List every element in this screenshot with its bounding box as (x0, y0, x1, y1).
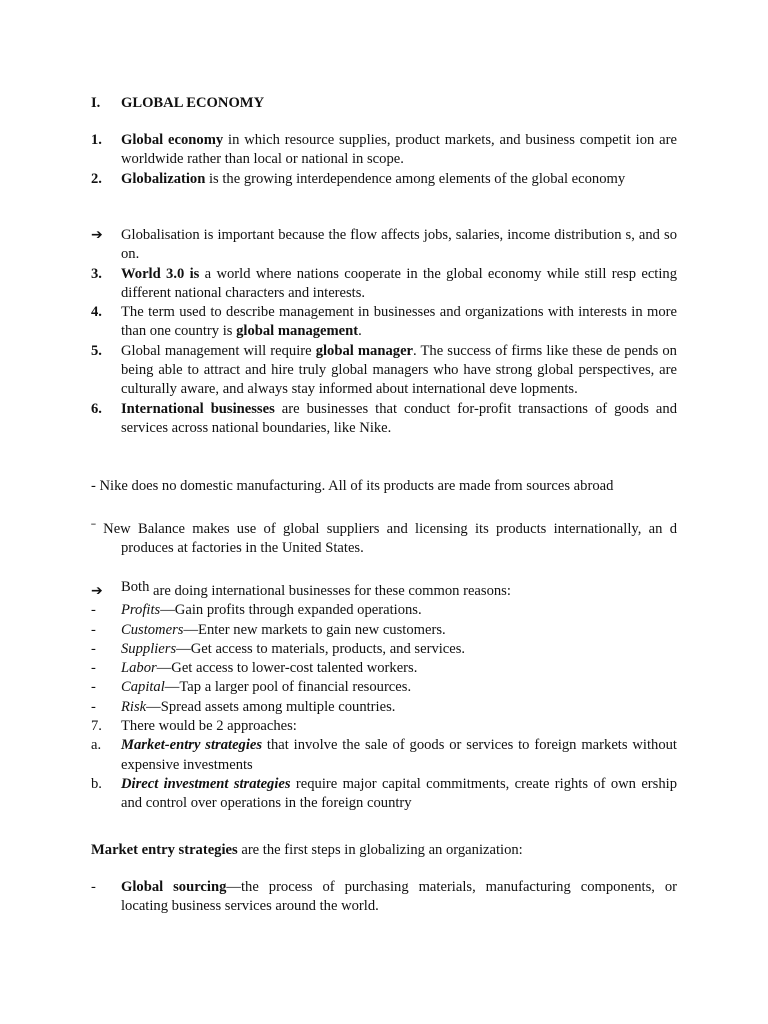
reason-text: —Get access to materials, products, and services. (176, 640, 466, 657)
list-item (91, 131, 677, 170)
heading-text: GLOBAL ECONOMY (121, 95, 265, 111)
section-heading (91, 94, 264, 112)
item-number: 7. (91, 718, 102, 735)
term: World 3.0 is (121, 265, 200, 282)
dash-marker: - (91, 879, 96, 895)
approach-item (91, 736, 677, 775)
item-number: 3. (91, 265, 102, 282)
numbered-list-continued (91, 226, 677, 438)
new-balance-text: New Balance makes use of global suppliers and licensing its products internationally, an d produces at factories in the United States. (103, 521, 677, 557)
dash-marker: - (91, 660, 96, 677)
reason-label: Customers (121, 621, 184, 638)
sourcing-item (91, 878, 677, 917)
arrow-icon: ➔ (91, 583, 103, 599)
approach-letter: a. (91, 737, 102, 754)
item-number: 1. (91, 132, 102, 148)
dash-marker: - (91, 698, 96, 715)
reason-item (91, 601, 677, 620)
new-balance-note (91, 520, 677, 559)
item-text: There would be 2 approaches: (121, 718, 297, 735)
item-number: 2. (91, 170, 102, 187)
reasons-section (91, 579, 677, 814)
term: Globalization (121, 170, 206, 187)
market-entry-term: Market entry strategies (91, 842, 238, 858)
item-tail: . The success of firms like these de pends on being able to attract and hire truly global managers who have strong global perspectives, are culturally aware, and always stay informed about international deve lopments. (121, 342, 677, 398)
definition: are businesses that conduct for-profit transactions of goods and services across national boundaries, like Nike. (121, 400, 678, 436)
item-text: The term used to describe management in businesses and organizations with interests in more than one country is (121, 304, 677, 340)
dash-marker: - (91, 679, 96, 696)
approach-letter: b. (91, 775, 102, 792)
reason-item (91, 640, 677, 659)
reason-text: —Spread assets among multiple countries. (146, 698, 396, 715)
reason-item (91, 621, 677, 640)
definitions-list (91, 131, 677, 189)
note-text: Globalisation is important because the flow affects jobs, salaries, income distribution s, and so on. (121, 227, 677, 263)
list-item (91, 303, 677, 342)
definition: is the growing interdependence among elements of the global economy (205, 170, 626, 187)
term: International businesses (121, 400, 275, 417)
dash-marker: - (91, 640, 96, 657)
list-item (91, 170, 677, 189)
approach-label: Market-entry strategies (121, 737, 263, 754)
list-item (91, 400, 677, 439)
reason-label: Risk (121, 698, 147, 715)
reason-label: Capital (121, 679, 165, 696)
nike-note (91, 477, 677, 496)
approach-text: that involve the sale of goods or services to foreign markets without expensive investments (121, 737, 677, 773)
arrow-icon: ➔ (91, 227, 103, 243)
list-item (91, 342, 677, 400)
heading-number: I. (91, 95, 101, 111)
macron-marker: ˉ (91, 521, 96, 537)
both-text: are doing international businesses for these common reasons: (149, 583, 511, 599)
item-number: 6. (91, 400, 102, 417)
reason-text: —Gain profits through expanded operations. (160, 602, 422, 619)
market-entry-text: are the first steps in globalizing an organization: (237, 842, 523, 858)
approach-label: Direct investment strategies (121, 775, 291, 792)
reason-label: Suppliers (121, 640, 177, 657)
reason-item (91, 698, 677, 717)
item-tail: . (358, 323, 362, 340)
term: Global economy (121, 132, 224, 148)
sourcing-term: Global sourcing (121, 879, 227, 895)
both-word: Both (121, 579, 150, 595)
reason-item (91, 678, 677, 697)
dash-marker: - (91, 621, 96, 638)
sourcing-text: —the process of purchasing materials, manufacturing components, or locating business services around the world. (121, 879, 678, 915)
reason-label: Profits (121, 602, 161, 619)
item-text: Global management will require (121, 342, 316, 359)
item-number: 5. (91, 342, 102, 359)
reason-text: —Tap a larger pool of financial resources. (164, 679, 412, 696)
definition: a world where nations cooperate in the global economy while still resp ecting different national characters and interests. (121, 265, 677, 301)
term: global manager (315, 342, 414, 359)
approach-item (91, 775, 677, 814)
dash-marker: - (91, 602, 96, 619)
definition: in which resource supplies, product markets, and business competit ion are worldwide rather than local or national in scope. (121, 132, 677, 168)
list-item (91, 717, 677, 736)
term: global management (236, 323, 359, 340)
arrow-note (91, 579, 677, 601)
market-entry-paragraph (91, 841, 677, 860)
reason-text: —Get access to lower-cost talented workers. (156, 660, 418, 677)
new-balance-item (91, 520, 677, 559)
arrow-note (91, 226, 677, 265)
nike-text: - Nike does no domestic manufacturing. All of its products are made from sources abroad (91, 478, 614, 494)
sourcing-section (91, 878, 677, 917)
approach-text: require major capital commitments, create rights of own ership and control over operations in the foreign country (121, 775, 677, 812)
item-number: 4. (91, 304, 102, 321)
reason-text: —Enter new markets to gain new customers. (183, 621, 446, 638)
reason-item (91, 659, 677, 678)
reason-label: Labor (121, 660, 157, 677)
list-item (91, 265, 677, 304)
